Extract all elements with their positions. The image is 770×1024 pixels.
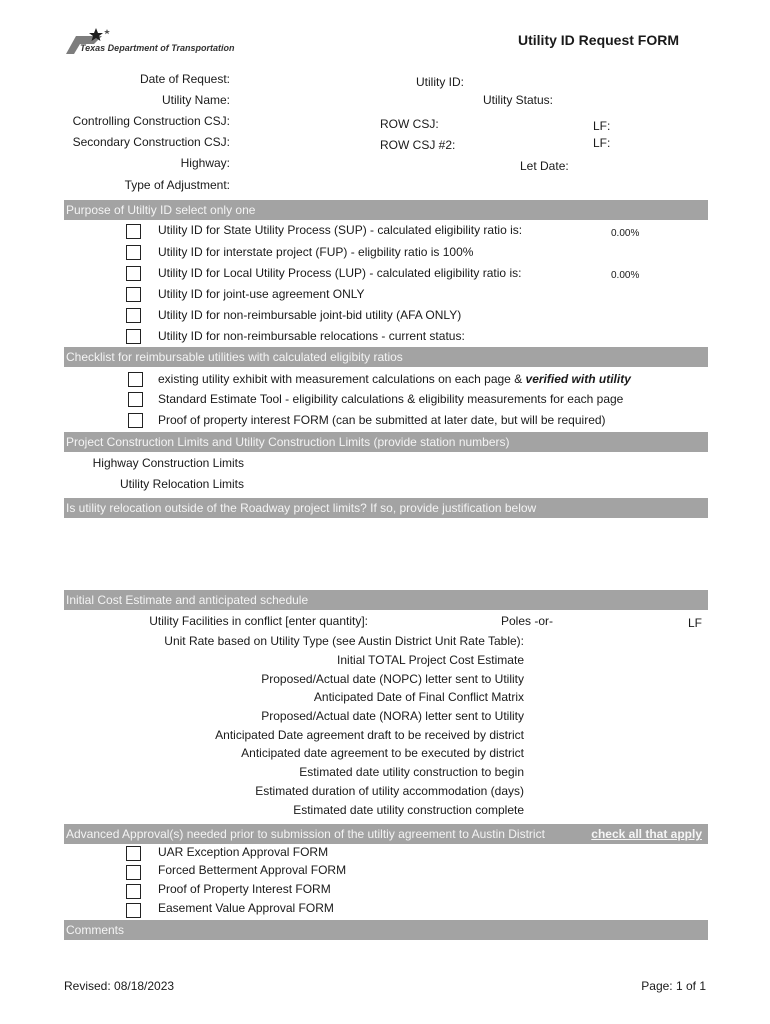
checklist-item-text: existing utility exhibit with measurement calculations on each page &: [158, 372, 526, 386]
checklist-checkbox[interactable]: [128, 372, 143, 387]
approval-item-label: UAR Exception Approval FORM: [158, 845, 329, 859]
cost-row-label: Estimated date utility construction to begin: [299, 765, 524, 779]
lf-label-1: LF:: [593, 119, 611, 133]
row-csj-label: ROW CSJ:: [380, 117, 439, 131]
approval-checkbox[interactable]: [126, 903, 141, 918]
utility-status-label: Utility Status:: [483, 93, 554, 107]
logo-text: Texas Department of Transportation: [80, 43, 235, 53]
purpose-checkbox[interactable]: [126, 224, 141, 239]
purpose-item-label: Utility ID for interstate project (FUP) - eligbility ratio is 100%: [158, 245, 474, 259]
cost-row-label: Proposed/Actual date (NORA) letter sent to Utility: [261, 709, 524, 723]
let-date-label: Let Date:: [520, 159, 569, 173]
cost-row-label: Anticipated date agreement to be executed by district: [241, 746, 524, 760]
cost-row-label: Estimated date utility construction complete: [293, 803, 524, 817]
highway-label: Highway:: [180, 156, 230, 170]
revised-date: Revised: 08/18/2023: [64, 979, 175, 993]
cost-row-label: Initial TOTAL Project Cost Estimate: [337, 653, 524, 667]
checklist-checkbox[interactable]: [128, 413, 143, 428]
cost-row-label: Unit Rate based on Utility Type (see Austin District Unit Rate Table):: [164, 634, 524, 648]
purpose-item-label: Utility ID for non-reimbursable relocations - current status:: [158, 329, 465, 343]
approval-item-label: Easement Value Approval FORM: [158, 901, 334, 915]
purpose-item-label: Utility ID for State Utility Process (SUP) - calculated eligibility ratio is:: [158, 223, 523, 237]
page-number: Page: 1 of 1: [641, 979, 706, 993]
checklist-checkbox[interactable]: [128, 392, 143, 407]
purpose-item-label: Utility ID for joint-use agreement ONLY: [158, 287, 365, 301]
purpose-ratio-value: 0.00%: [611, 270, 640, 281]
secondary-csj-label: Secondary Construction CSJ:: [72, 135, 230, 149]
utility-limits-label: Utility Relocation Limits: [119, 477, 244, 491]
purpose-checkbox[interactable]: [126, 287, 141, 302]
lf-label-2: LF:: [593, 136, 611, 150]
checklist-item-emphasis: verified with utility: [525, 372, 631, 386]
approval-item-label: Forced Betterment Approval FORM: [158, 863, 347, 877]
type-of-adjustment-label: Type of Adjustment:: [124, 178, 230, 192]
purpose-header: Purpose of Utiltiy ID select only one: [64, 200, 708, 220]
approvals-header-text: Advanced Approval(s) needed prior to submission of the utiltiy agreement to Austin District: [66, 827, 545, 841]
approval-checkbox[interactable]: [126, 846, 141, 861]
approvals-header: [64, 824, 708, 844]
purpose-checkbox[interactable]: [126, 266, 141, 281]
purpose-checkbox[interactable]: [126, 308, 141, 323]
approval-checkbox[interactable]: [126, 865, 141, 880]
checklist-item-label: [158, 372, 631, 386]
form-title: Utility ID Request FORM: [518, 32, 680, 48]
check-all-link: check all that apply: [591, 827, 702, 841]
purpose-item-label: Utility ID for non-reimbursable joint-bid utility (AFA ONLY): [158, 308, 462, 322]
approval-item-label: Proof of Property Interest FORM: [158, 882, 331, 896]
texas-star-icon: [62, 26, 232, 58]
approval-checkbox[interactable]: [126, 884, 141, 899]
highway-limits-label: Highway Construction Limits: [92, 456, 244, 470]
controlling-csj-label: Controlling Construction CSJ:: [72, 114, 230, 128]
cost-row-label: Proposed/Actual date (NOPC) letter sent to Utility: [261, 672, 524, 686]
facilities-label: Utility Facilities in conflict [enter quantity]:: [149, 614, 368, 628]
checklist-item-label: Proof of property interest FORM (can be submitted at later date, but will be required): [158, 413, 606, 427]
justification-header: Is utility relocation outside of the Roadway project limits? If so, provide justification below: [64, 498, 708, 518]
checklist-item-label: Standard Estimate Tool - eligibility calculations & eligibility measurements for each page: [158, 392, 624, 406]
comments-header: Comments: [64, 920, 708, 940]
checklist-header: Checklist for reimbursable utilities with calculated eligibity ratios: [64, 347, 708, 367]
cost-row-label: Anticipated Date of Final Conflict Matrix: [313, 690, 524, 704]
purpose-ratio-value: 0.00%: [611, 228, 640, 239]
lf-unit-label: LF: [688, 616, 703, 630]
row-csj2-label: ROW CSJ #2:: [380, 138, 456, 152]
purpose-item-label: Utility ID for Local Utility Process (LUP) - calculated eligibility ratio is:: [158, 266, 522, 280]
txdot-logo: [62, 26, 235, 58]
poles-label: Poles -or-: [501, 614, 554, 628]
cost-row-label: Estimated duration of utility accommodation (days): [255, 784, 524, 798]
cost-row-label: Anticipated Date agreement draft to be received by district: [215, 728, 524, 742]
limits-header: Project Construction Limits and Utility Construction Limits (provide station numbers): [64, 432, 708, 452]
cost-header: Initial Cost Estimate and anticipated schedule: [64, 590, 708, 610]
utility-name-label: Utility Name:: [161, 93, 230, 107]
purpose-checkbox[interactable]: [126, 245, 141, 260]
date-of-request-label: Date of Request:: [139, 72, 230, 86]
purpose-checkbox[interactable]: [126, 329, 141, 344]
utility-id-label: Utility ID:: [416, 75, 464, 89]
